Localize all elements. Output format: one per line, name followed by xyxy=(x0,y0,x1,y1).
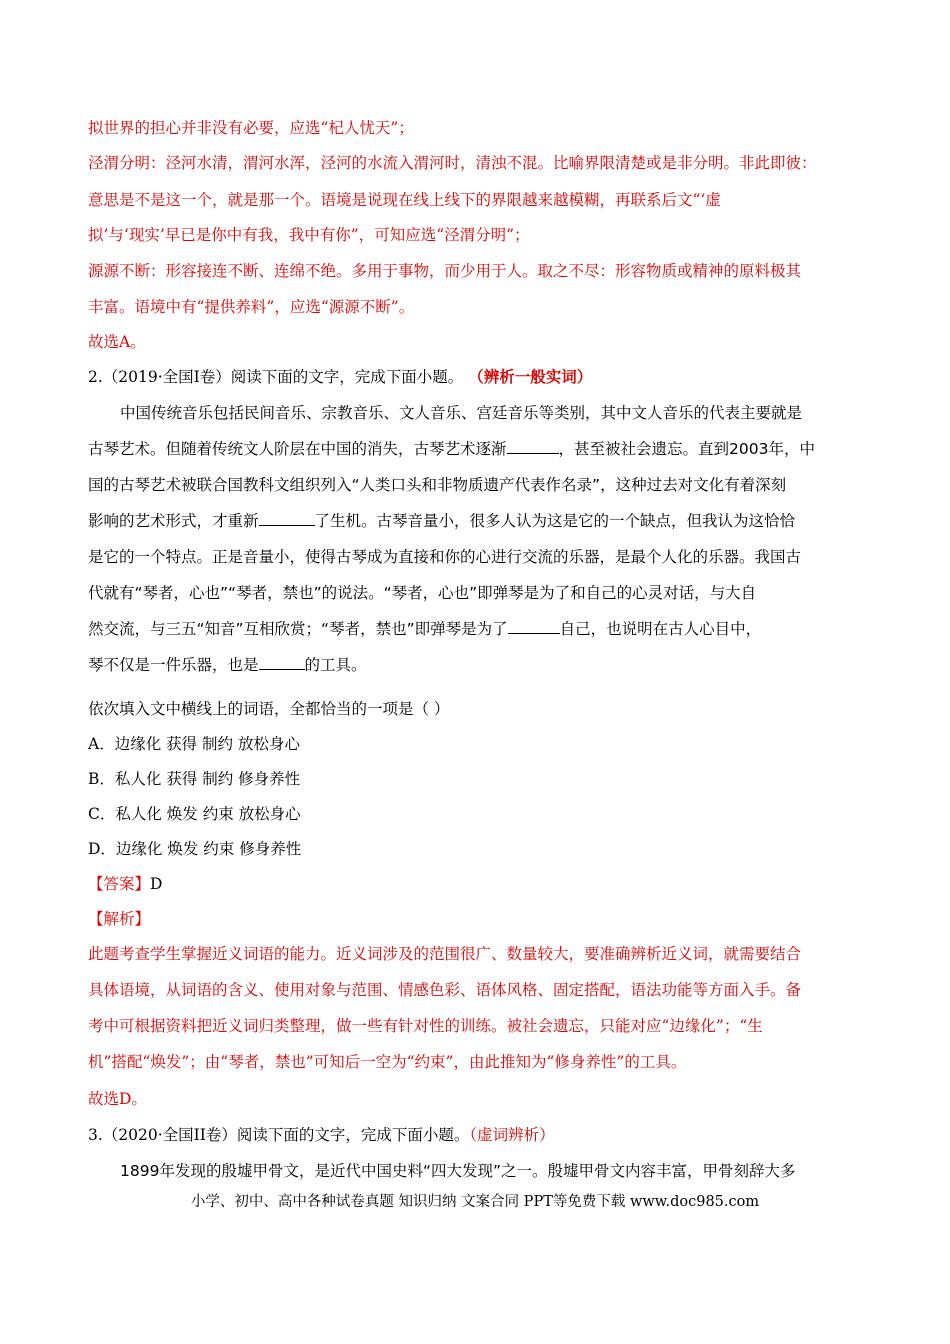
analysis-line: 此题考查学生掌握近义词语的能力。近义词涉及的范围很广、数量较大，要准确辨析近义词，就需要结合 xyxy=(88,945,802,963)
fill-blank xyxy=(259,511,315,526)
option-a: A．边缘化 获得 制约 放松身心 xyxy=(88,735,300,753)
question-tag: （虚词辨析） xyxy=(469,1126,555,1144)
conclusion-line: 故选A。 xyxy=(88,333,146,351)
option-c: C．私人化 焕发 约束 放松身心 xyxy=(88,805,301,823)
analysis-line: 考中可根据资料把近义词归类整理，做一些有针对性的训练。被社会遗忘，只能对应“边缘化”；“生 xyxy=(88,1017,763,1035)
explanation-line: 丰富。语境中有“提供养料”，应选“源源不断”。 xyxy=(88,298,415,316)
page-footer: 小学、初中、高中各种试卷真题 知识归纳 文案合同 PPT等免费下载 www.doc985.com xyxy=(190,1194,760,1210)
question-tag: （辨析一般实词） xyxy=(468,367,593,386)
conclusion-line: 故选D。 xyxy=(88,1090,147,1108)
fill-blank xyxy=(508,619,560,634)
passage-line: 中国传统音乐包括民间音乐、宗教音乐、文人音乐、宫廷音乐等类别，其中文人音乐的代表主要就是 xyxy=(120,404,803,422)
question-header xyxy=(88,366,592,388)
passage-line: 琴不仅是一件乐器，也是 的工具。 xyxy=(88,656,367,674)
analysis-line: 具体语境，从词语的含义、使用对象与范围、情感色彩、语体风格、固定搭配，语法功能等方面入手。备 xyxy=(88,981,802,999)
passage-line: 代就有“琴者，心也”“琴者，禁也”的说法。“琴者，心也”即弹琴是为了和自己的心灵对话，与大自 xyxy=(88,584,757,602)
option-d: D．边缘化 焕发 约束 修身养性 xyxy=(88,840,302,858)
answer-label: 【答案】 xyxy=(88,875,151,893)
explanation-line: 拟’与‘现实’早已是你中有我，我中有你”，可知应选“泾渭分明”； xyxy=(88,226,530,244)
analysis-line: 机”搭配“焕发”；由“琴者，禁也”可知后一空为“约束”，由此推知为“修身养性”的工具。 xyxy=(88,1053,687,1071)
passage-line: 然交流，与三五“知音”互相欣赏；“琴者，禁也”即弹琴是为了 自己，也说明在古人心目中， xyxy=(88,620,762,638)
question-title: 3.（2020·全国II卷）阅读下面的文字，完成下面小题。 xyxy=(88,1126,470,1144)
passage-line: 1899年发现的殷墟甲骨文，是近代中国史料“四大发现”之一。殷墟甲骨文内容丰富，甲骨刻辞大多 xyxy=(120,1162,796,1180)
question-stem: 依次填入文中横线上的词语，全都恰当的一项是（ ） xyxy=(88,700,450,718)
answer-line xyxy=(88,873,162,895)
passage-line: 影响的艺术形式，才重新 了生机。古琴音量小，很多人认为这是它的一个缺点，但我认为这恰恰 xyxy=(88,512,796,530)
answer-value: D xyxy=(150,875,163,893)
option-b: B．私人化 获得 制约 修身养性 xyxy=(88,770,301,788)
explanation-line: 源源不断：形容接连不断、连绵不绝。多用于事物，而少用于人。取之不尽：形容物质或精神的原料极其 xyxy=(88,262,802,280)
analysis-label: 【解析】 xyxy=(88,910,151,928)
passage-line: 国的古琴艺术被联合国教科文组织列入“人类口头和非物质遗产代表作名录”，这种过去对文化有着深刻 xyxy=(88,476,787,494)
question-header xyxy=(88,1124,555,1146)
fill-blank xyxy=(259,655,305,670)
passage-line: 是它的一个特点。正是音量小，使得古琴成为直接和你的心进行交流的乐器，是最个人化的乐器。我国古 xyxy=(88,548,802,566)
explanation-line: 拟世界的担心并非没有必要，应选“杞人忧天”； xyxy=(88,119,414,137)
explanation-line: 意思是不是这一个，就是那一个。语境是说现在线上线下的界限越来越模糊，再联系后文“‘虚 xyxy=(88,191,721,209)
fill-blank xyxy=(507,439,559,454)
explanation-line: 泾渭分明：泾河水清，渭河水浑，泾河的水流入渭河时，清浊不混。比喻界限清楚或是非分明。非此即彼： xyxy=(88,154,817,172)
passage-line: 古琴艺术。但随着传统文人阶层在中国的消失，古琴艺术逐渐 ，甚至被社会遗忘。直到2003年，中 xyxy=(88,440,815,458)
question-title: 2.（2019·全国I卷）阅读下面的文字，完成下面小题。 xyxy=(88,368,464,386)
